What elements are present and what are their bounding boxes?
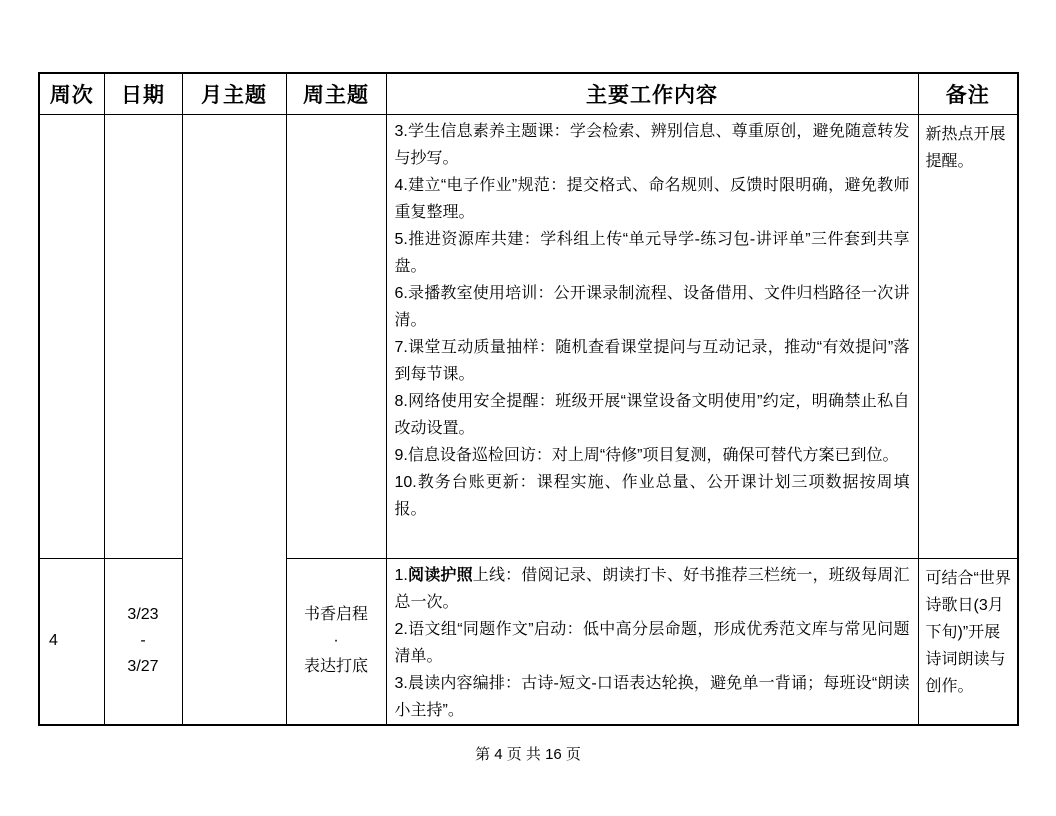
table-row-continuation xyxy=(39,114,1018,558)
date-separator: - xyxy=(140,632,146,649)
work-item: 4.建立“电子作业”规范：提交格式、命名规则、反馈时限明确，避免教师重复整理。 xyxy=(394,176,910,221)
notes-cell: 新热点开展提醒。 xyxy=(918,114,1018,558)
col-header-week-theme: 周主题 xyxy=(286,73,386,114)
week-theme-cell-empty xyxy=(286,114,386,558)
date-start: 3/23 xyxy=(127,606,159,623)
week-theme-cell xyxy=(286,558,386,725)
header-row xyxy=(39,73,1018,114)
col-header-date: 日期 xyxy=(104,73,182,114)
date-cell-empty xyxy=(104,114,182,558)
weekly-work-plan-table xyxy=(38,72,1019,726)
date-end: 3/27 xyxy=(127,658,159,675)
work-item: 2.语文组“同题作文”启动：低中高分层命题，形成优秀范文库与常见问题清单。 xyxy=(394,620,910,665)
week-cell-empty xyxy=(39,114,104,558)
col-header-month-theme: 月主题 xyxy=(182,73,286,114)
work-item: 7.课堂互动质量抽样：随机查看课堂提问与互动记录，推动“有效提问”落到每节课。 xyxy=(394,338,910,383)
work-item: 3.晨读内容编排：古诗-短文-口语表达轮换，避免单一背诵；每班设“朗读小主持”。 xyxy=(394,674,910,719)
week-theme-separator: · xyxy=(333,632,339,649)
work-item: 5.推进资源库共建：学科组上传“单元导学-练习包-讲评单”三件套到共享盘。 xyxy=(394,230,910,275)
work-item: 10.教务台账更新：课程实施、作业总量、公开课计划三项数据按周填报。 xyxy=(394,473,910,518)
main-work-content-cell xyxy=(386,114,918,558)
week-number-cell: 4 xyxy=(39,558,104,725)
month-theme-cell-merged xyxy=(182,114,286,725)
work-item: 6.录播教室使用培训：公开课录制流程、设备借用、文件归档路径一次讲清。 xyxy=(394,284,910,329)
page-number: 第 4 页 共 16 页 xyxy=(475,746,581,763)
work-item: 8.网络使用安全提醒：班级开展“课堂设备文明使用”约定，明确禁止私自改动设置。 xyxy=(394,392,910,437)
work-item: 3.学生信息素养主题课：学会检索、辨别信息、尊重原创，避免随意转发与抄写。 xyxy=(394,122,910,167)
col-header-notes: 备注 xyxy=(918,73,1018,114)
date-cell xyxy=(104,558,182,725)
col-header-main-work: 主要工作内容 xyxy=(386,73,918,114)
col-header-week: 周次 xyxy=(39,73,104,114)
week-theme-line-2: 表达打底 xyxy=(303,658,368,675)
main-work-content-cell xyxy=(386,558,918,725)
week-theme-line-1: 书香启程 xyxy=(303,606,368,623)
notes-cell: 可结合“世界诗歌日(3月下旬)”开展诗词朗读与创作。 xyxy=(918,558,1018,725)
work-item: 9.信息设备巡检回访：对上周“待修”项目复测，确保可替代方案已到位。 xyxy=(394,446,899,464)
work-item: 1.阅读护照上线：借阅记录、朗读打卡、好书推荐三栏统一，班级每周汇总一次。 xyxy=(394,566,910,611)
